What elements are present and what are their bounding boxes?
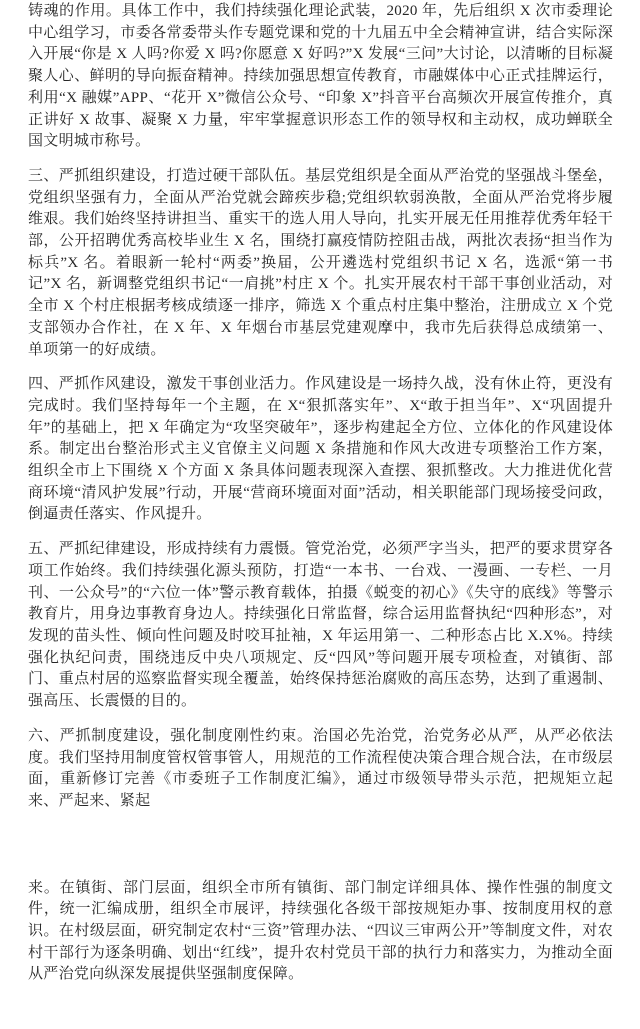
para-continuation-top: 铸魂的作用。具体工作中，我们持续强化理论武装，2020 年，先后组织 X 次市委理论中心组学习，市委各常委带头作专题党课和党的十九届五中全会精神宣讲，结合实际深入开展“你是 X 人吗?你爱 X 吗?你愿意 X 好吗?”X 发展“三问”大讨论，以清晰的目标凝聚人心、鲜明的导向振奋精神。持续加强思想宣传教育，市融媒体中心正式挂牌运行，利用“X 融媒”APP、“花开 X”微信公众号、“印象 X”抖音平台高频次开展宣传推介，真正讲好 X 故事、凝聚 X 力量，牢牢掌握意识形态工作的领导权和主动权，成功蝉联全国文明城市称号。	[28, 3, 613, 150]
para-section-five-discipline: 五、严抓纪律建设，形成持续有力震慑。管党治党，必须严字当头，把严的要求贯穿各项工作始终。我们持续强化源头预防，打造“一本书、一台戏、一漫画、一专栏、一月刊、一公众号”的“六位一体”警示教育载体，拍摄《蜕变的初心》《失守的底线》等警示教育片，用身边事教育身边人。持续强化日常监督，综合运用监督执纪“四种形态”，对发现的苗头性、倾向性问题及时咬耳扯袖，X 年运用第一、二种形态占比 X.X%。持续强化执纪问责，围绕违反中央八项规定、反“四风”等问题开展专项检查，对镇街、部门、重点村居的巡察监督实现全覆盖，始终保持惩治腐败的高压态势，达到了重遏制、强高压、长震慑的目的。	[28, 541, 613, 710]
para-section-four-workstyle: 四、严抓作风建设，激发干事创业活力。作风建设是一场持久战，没有休止符，更没有完成时。我们坚持每年一个主题，在 X“狠抓落实年”、X“敢于担当年”、X“巩固提升年”的基础上，把 X 年确定为“攻坚突破年”，逐步构建起全方位、立体化的作风建设体系。制定出台整治形式主义官僚主义问题 X 条措施和作风大改进专项整治工作方案，组织全市上下围绕 X 个方面 X 条具体问题表现深入查摆、狠抓整改。大力推进优化营商环境“清风护发展”行动，开展“营商环境面对面”活动，相关职能部门现场接受问政，倒逼责任落实、作风提升。	[28, 376, 613, 523]
para-section-six-institution: 六、严抓制度建设，强化制度刚性约束。治国必先治党，治党务必从严，从严必依法度。我们坚持用制度管权管事管人，用规范的工作流程使决策合理合规合法，在市级层面，重新修订完善《市委班子工作制度汇编》，通过市级领导带头示范，把规矩立起来、严起来、紧起	[28, 727, 613, 809]
para-section-three-organization: 三、严抓组织建设，打造过硬干部队伍。基层党组织是全面从严治党的坚强战斗堡垒，党组织坚强有力，全面从严治党就会蹄疾步稳;党组织软弱涣散，全面从严治党将步履维艰。我们始终坚持讲担当、重实干的选人用人导向，扎实开展无任用推荐优秀年轻干部，公开招聘优秀高校毕业生 X 名，围绕打赢疫情防控阻击战，两批次表扬“担当作为标兵”X 名。着眼新一轮村“两委”换届，公开遴选村党组织书记 X 名，选派“第一书记”X 名，新调整党组织书记“一肩挑”村庄 X 个。扎实开展农村干部干事创业活动，对全市 X 个村庄根据考核成绩逐一排序，筛选 X 个重点村庄集中整治，注册成立 X 个党支部领办合作社，在 X 年、X 年烟台市基层党建观摩中，我市先后获得总成绩第一、单项第一的好成绩。	[28, 167, 613, 358]
para-section-six-continuation: 来。在镇街、部门层面，组织全市所有镇街、部门制定详细具体、操作性强的制度文件，统一汇编成册，组织全市展评，持续强化各级干部按规矩办事、按制度用权的意识。在村级层面，研究制定农村“三资”管理办法、“四议三审两公开”等制度文件，对农村干部行为逐条明确、划出“红线”，提升农村党员干部的执行力和落实力，为推动全面从严治党向纵深发展提供坚强制度保障。	[28, 879, 613, 983]
page-break-gap	[28, 826, 613, 878]
